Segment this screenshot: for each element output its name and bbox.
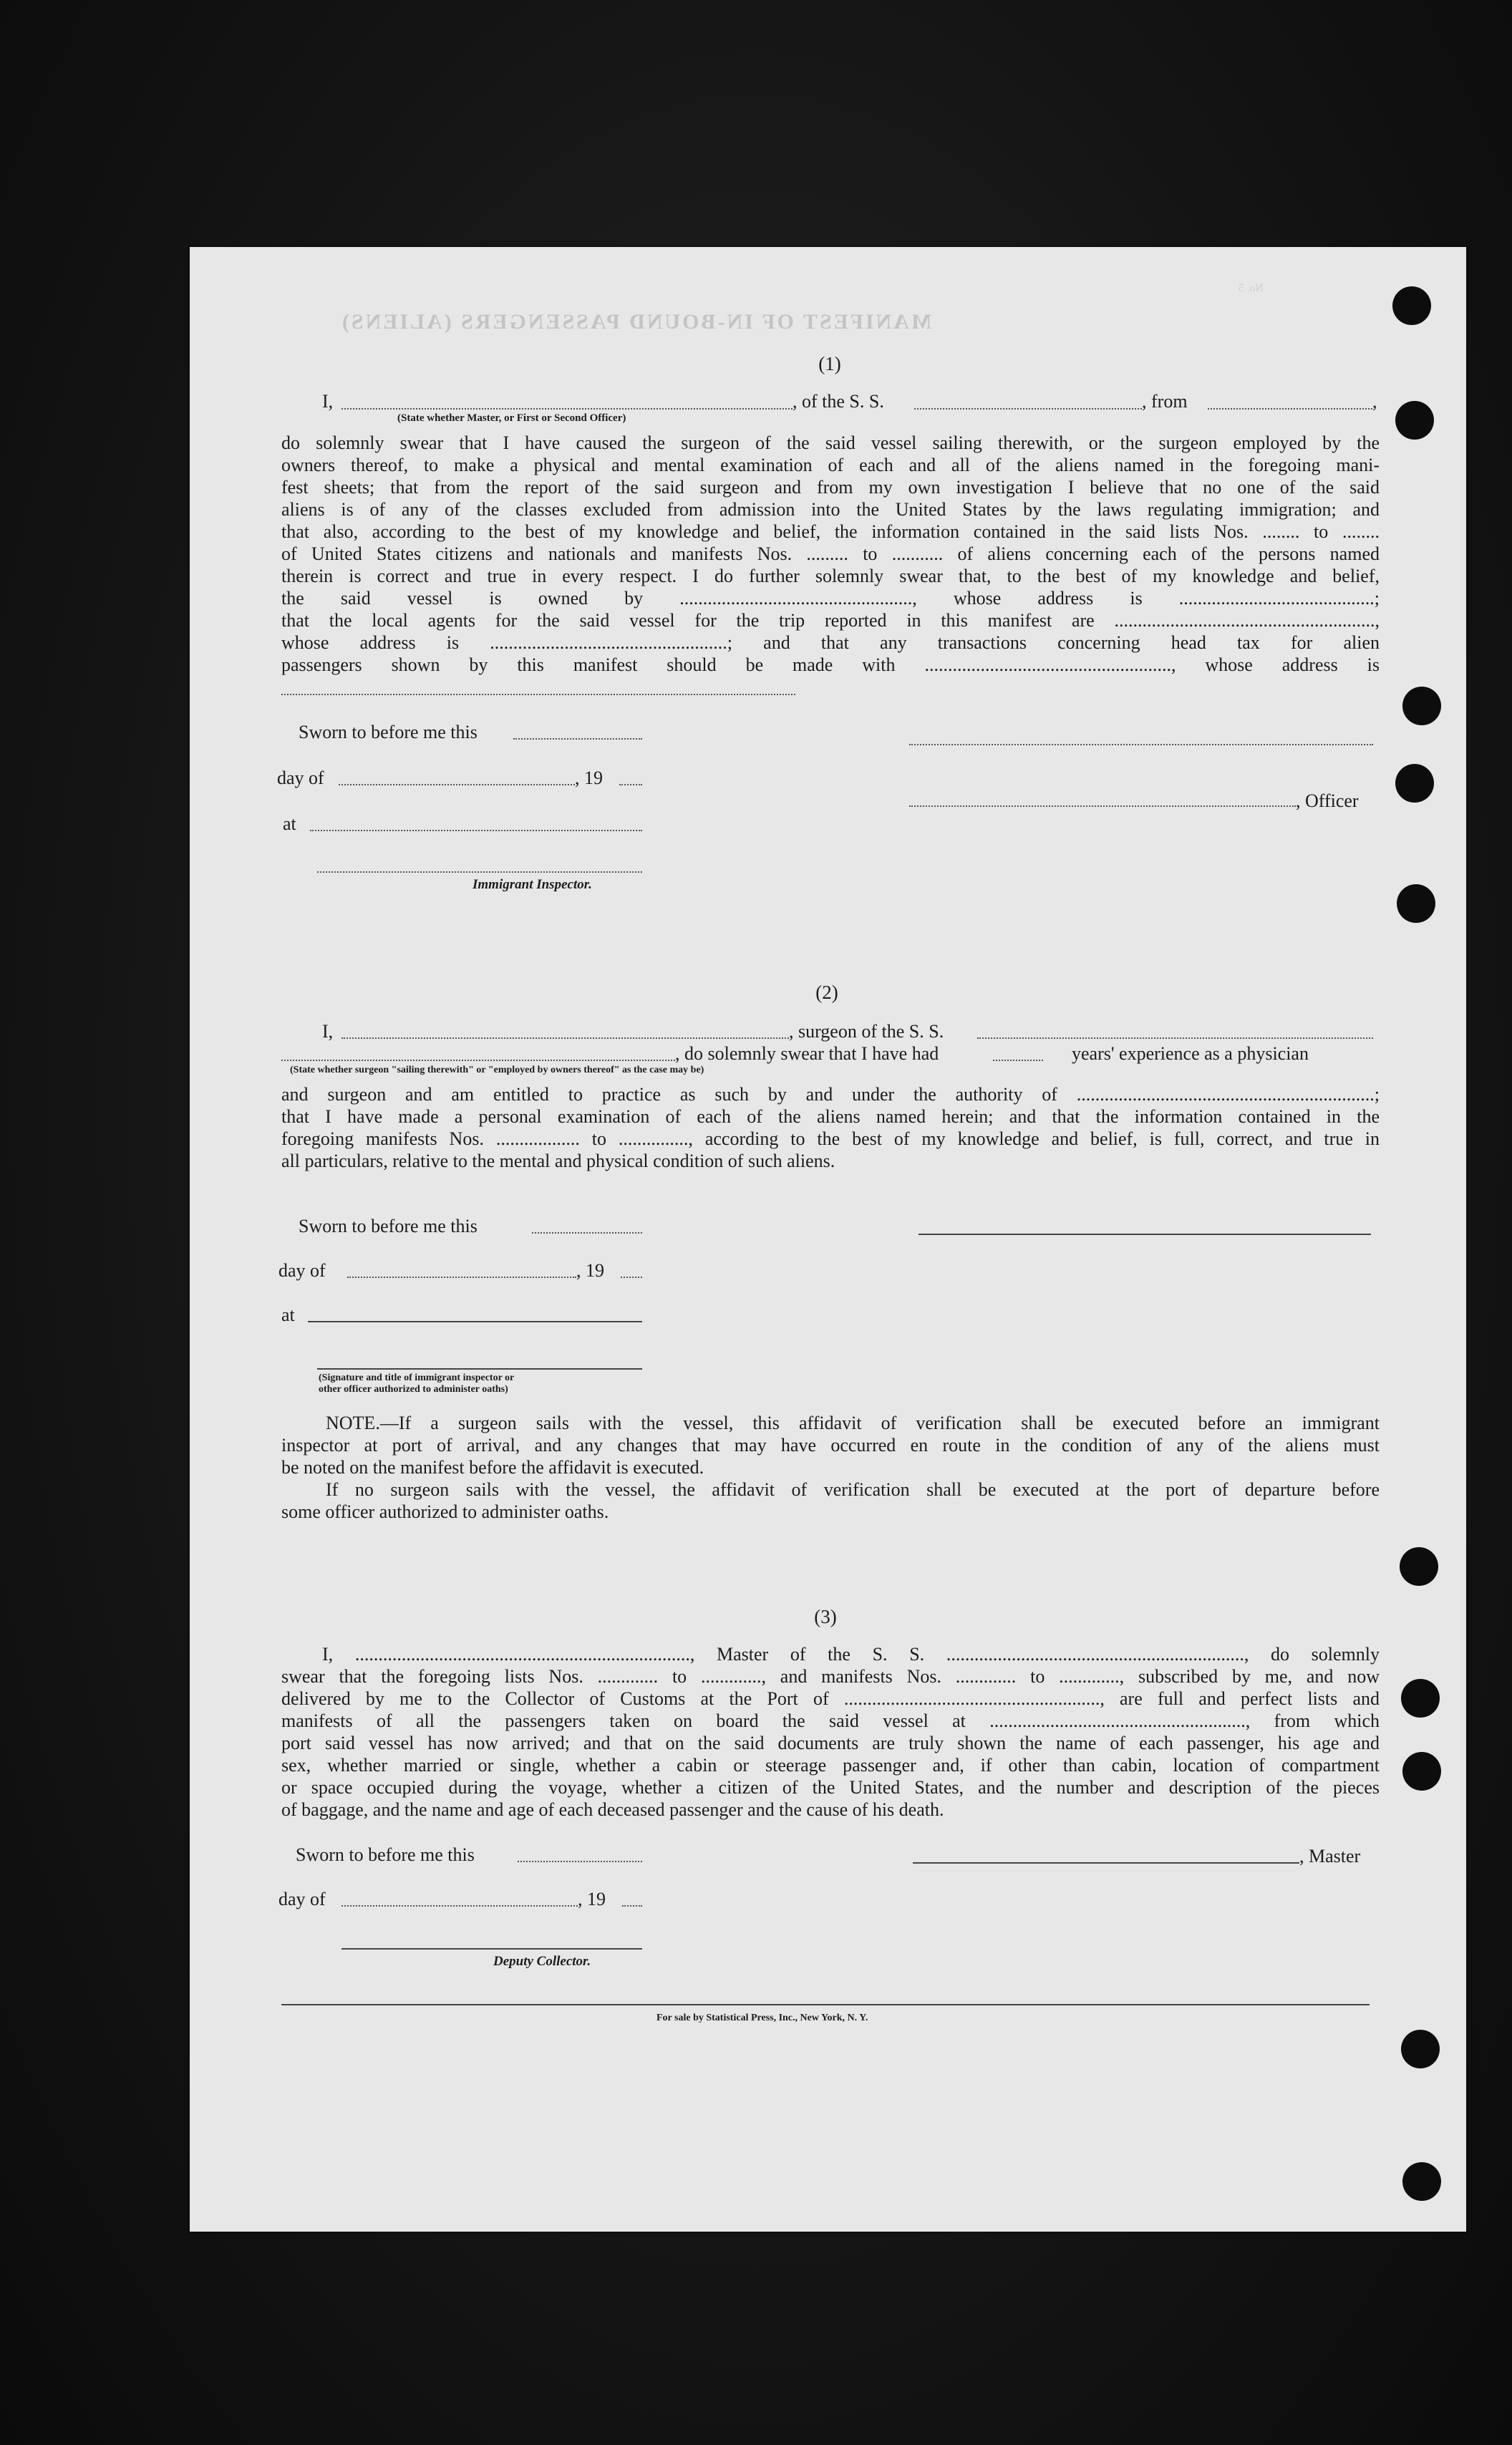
punch-hole [1392,286,1431,325]
s2-name-line [341,1037,789,1039]
s2-years-line [993,1060,1043,1061]
s2-signature-line [317,1368,642,1370]
s3-body-line: manifests of all the passengers taken on board the said vessel at ......................................................., from which [281,1710,1380,1731]
s1-tail-line [281,694,795,695]
s2-day-line [347,1277,576,1278]
punch-hole [1402,2162,1441,2201]
s2-sig-note-2: other officer authorized to administer oaths) [319,1384,508,1395]
s2-line1-ship: , surgeon of the S. S. [789,1021,944,1042]
section-3-number: (3) [814,1606,837,1627]
s1-body-line: owners thereof, to make a physical and mental examination of each and all of the aliens named in the foregoing mani- [281,455,1380,475]
s2-body-line: and surgeon and am entitled to practice as such by and under the authority of ................................................................; [281,1084,1380,1105]
s1-body-line: aliens is of any of the classes excluded from admission into the United States by the laws regulating immigration; and [281,499,1380,520]
punch-hole [1397,884,1435,923]
s1-sworn-line [513,738,642,740]
s1-body-line: therein is correct and true in every respect. I do further solemnly swear that, to the best of my knowledge and belief, [281,566,1380,586]
s1-line1-note: (State whether Master, or First or Second Officer) [397,412,626,424]
s1-from-line [1208,408,1372,410]
s3-body-line: delivered by me to the Collector of Customs at the Port of ......................................................., are full and perfect lists and [281,1688,1380,1709]
s1-officer-label: , Officer [1296,790,1359,811]
punch-hole [1401,1679,1440,1718]
punch-hole [1401,2030,1440,2068]
s2-at-line [308,1321,642,1322]
s1-ship-line [914,408,1142,410]
s2-note-line: NOTE.—If a surgeon sails with the vessel, this affidavit of verification shall be executed before an immigrant [326,1413,1380,1433]
s3-collector-line [341,1948,642,1950]
s2-body-line: foregoing manifests Nos. .................. to ..............., according to the best of my knowledge and belief, is full, correct, and true in [281,1128,1380,1149]
s1-body-line: whose address is ...................................................; and that any transactions concerning head tax for alien [281,632,1380,653]
bleed-through-title: MANIFEST OF IN-BOUND PASSENGERS (ALIENS) [340,310,932,334]
s2-sworn-line [532,1232,642,1234]
s2-surgeon-sign-line [919,1234,1371,1235]
s1-at-label: at [283,813,296,834]
s3-body-line: port said vessel has now arrived; and that on the said documents are truly shown the name of each passenger, his age and [281,1733,1380,1753]
s1-line1-from: , from [1142,391,1188,412]
s1-year-line [619,784,642,785]
s1-body-line: that the local agents for the said vessel for the trip reported in this manifest are ........................................................, [281,610,1380,631]
printer-imprint: For sale by Statistical Press, Inc., New York, N. Y. [656,2013,868,2023]
footer-rule [281,2004,1370,2005]
s3-sworn-line [518,1861,642,1862]
s1-body-line: fest sheets; that from the report of the said surgeon and from my own investigation I believe that no one of the said [281,477,1380,498]
s2-note-line: If no surgeon sails with the vessel, the affidavit of verification shall be executed at the port of departure before [326,1479,1380,1500]
s1-at-line [310,830,642,831]
s3-year-label: , 19 [578,1889,606,1909]
s2-note-line: be noted on the manifest before the affidavit is executed. [281,1457,704,1478]
punch-hole [1395,401,1434,440]
manifest-page [190,247,1466,2232]
s1-body-line: that also, according to the best of my knowledge and belief, the information contained in the said lists Nos. ........ to ........ [281,521,1380,542]
s2-note-line: inspector at port of arrival, and any changes that may have occurred en route in the condition of any of the aliens must [281,1435,1380,1456]
punch-hole [1400,1547,1438,1586]
section-1-number: (1) [818,353,841,374]
s2-line2-note: (State whether surgeon "sailing therewith" or "employed by owners thereof" as the case may be) [290,1065,704,1075]
s2-day-of-label: day of [278,1260,326,1281]
s2-year-line [621,1277,642,1278]
s2-year-label: , 19 [576,1260,604,1281]
s2-line1-i: I, [322,1021,334,1042]
s1-body-line: the said vessel is owned by .................................................., whose address is ..........................................; [281,588,1380,609]
s2-sworn-label: Sworn to before me this [299,1216,478,1236]
s1-body-line: passengers shown by this manifest should be made with ....................................................., whose address is [281,654,1380,675]
s2-body-line: that I have made a personal examination of each of the aliens named herein; and that the information contained in the [281,1106,1380,1127]
s1-officer-line [909,805,1296,807]
s3-sworn-label: Sworn to before me this [296,1844,475,1865]
s1-line1-i: I, [322,391,334,412]
s2-sig-note-1: (Signature and title of immigrant inspector or [319,1372,515,1383]
s1-officer-sign-line [909,744,1373,745]
s1-year-label: , 19 [575,768,603,788]
punch-hole [1395,764,1434,803]
s2-line2-swear: , do solemnly swear that I have had [675,1043,939,1064]
s1-day-of-label: day of [277,768,324,788]
s1-day-line [339,784,575,785]
s3-body-line: swear that the foregoing lists Nos. ............. to ............., and manifests Nos. ............. to ............., subscribed by me, and now [281,1666,1380,1687]
s3-collector-label: Deputy Collector. [493,1954,591,1969]
punch-hole [1402,1752,1441,1791]
s1-line1-ship: , of the S. S. [793,391,884,412]
s1-line1-comma: , [1372,391,1377,412]
s2-note-line: some officer authorized to administer oaths. [281,1501,609,1522]
s1-sworn-label: Sworn to before me this [299,722,478,742]
punch-hole [1402,687,1441,725]
s3-body-line: sex, whether married or single, whether a cabin or steerage passenger and, if other than cabin, location of compartment [281,1755,1380,1776]
s1-body-line: do solemnly swear that I have caused the surgeon of the said vessel sailing therewith, or the surgeon employed by the [281,432,1380,453]
s1-inspector-line [317,871,642,873]
s3-body-line: I, ........................................................................, Master of the S. S. ................................................................, do solemnly [322,1644,1380,1665]
s1-body-line: of United States citizens and nationals and manifests Nos. ......... to ........... of aliens concerning each of the persons named [281,543,1380,564]
s3-day-of-label: day of [278,1889,326,1909]
s2-body-line: all particulars, relative to the mental and physical condition of such aliens. [281,1151,835,1171]
s2-ship-line [977,1037,1373,1039]
bleed-through-sub: No. 5 [1238,282,1264,294]
section-2-number: (2) [815,982,838,1003]
s1-name-line [341,408,793,410]
s2-at-label: at [281,1304,295,1325]
s3-year-line [622,1905,642,1907]
s3-body-line: or space occupied during the voyage, whether a citizen of the United States, and the number and description of the pieces [281,1777,1380,1798]
s3-master-sign-line [913,1862,1299,1864]
s1-inspector-label: Immigrant Inspector. [472,877,592,892]
s2-line2-years: years' experience as a physician [1072,1043,1309,1064]
s3-master-label: , Master [1299,1846,1361,1867]
s3-day-line [341,1905,578,1907]
s3-body-line: of baggage, and the name and age of each deceased passenger and the cause of his death. [281,1799,944,1820]
s2-status-line [281,1060,675,1061]
